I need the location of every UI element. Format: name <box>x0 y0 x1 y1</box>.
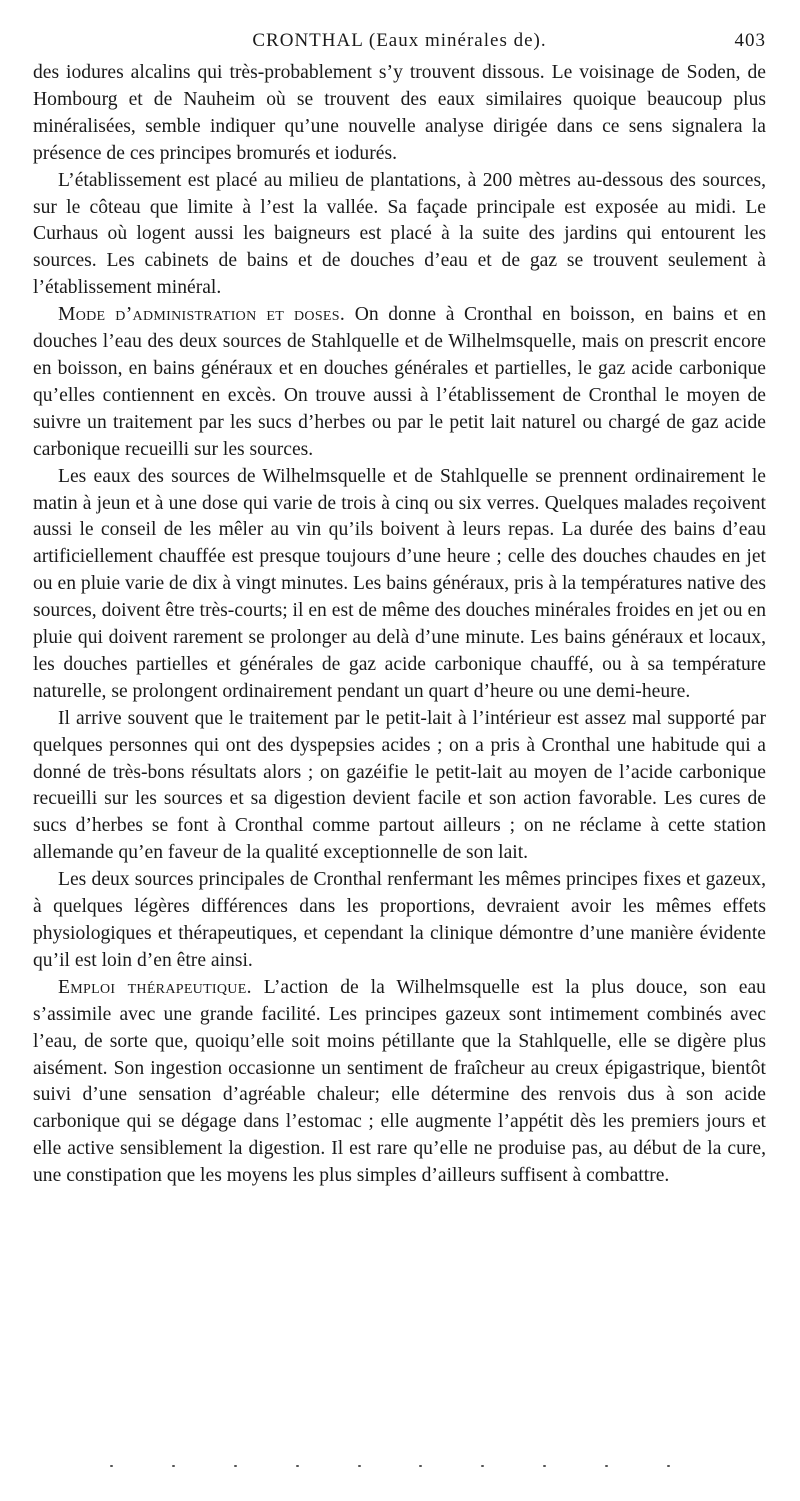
paragraph-etablissement <box>33 168 766 303</box>
scan-speck <box>172 1465 175 1467</box>
paragraph-petit-lait <box>33 706 766 867</box>
scan-speck <box>296 1465 299 1467</box>
paragraph-mode-administration <box>33 302 766 463</box>
scan-speck <box>419 1465 422 1467</box>
paragraph-continuation <box>33 60 766 168</box>
paragraph-text: On donne à Cronthal en boisson, en bains et en douches l’eau des deux sources de Stahlquelle et de Wilhelmsquelle, mais on prescrit encore en boisson, en bains généraux et en douches générales et partielles, le gaz acide carbonique qu’elles contiennent en excès. On trouve aussi à l’établissement de Cronthal le moyen de suivre un traitement par les sucs d’herbes ou par le petit lait naturel ou chargé de gaz acide carbonique recueilli sur les sources. <box>33 304 766 460</box>
paragraph-text: des iodures alcalins qui très-probablement s’y trouvent dissous. Le voisinage de Soden, de Hombourg et de Nauheim où se trouvent des eaux similaires quoique beaucoup plus minéralisées, semble indiquer qu’une nouvelle analyse dirigée dans ce sens signalera la présence de ces principes bromurés et iodurés. <box>33 62 766 164</box>
scan-speck <box>110 1465 113 1467</box>
paragraph-emploi-therapeutique <box>33 975 766 1190</box>
paragraph-text: L’action de la Wilhelmsquelle est la plus douce, son eau s’assimile avec une grande facilité. Les principes gazeux sont intimement combinés avec l’eau, de sorte que, quoiqu’elle soit moins pétillante que la Stahlquelle, elle se digère plus aisément. Son ingestion occasionne un sentiment de fraîcheur au creux épigastrique, bientôt suivi d’une sensation d’agréable chaleur; elle détermine des renvois dus à son acide carbonique qui se dégage dans l’estomac ; elle augmente l’appétit dès les premiers jours et elle active sensiblement la digestion. Il est rare qu’elle ne produise pas, au début de la cure, une constipation que les moyens les plus simples d’ailleurs suffisent à combattre. <box>33 976 766 1187</box>
scan-speck <box>234 1465 237 1467</box>
scan-speck <box>667 1465 670 1467</box>
scan-noise-marks <box>110 1463 670 1469</box>
section-lead-heading: Emploi thérapeutique. <box>58 976 252 998</box>
paragraph-text: L’établissement est placé au milieu de plantations, à 200 mètres au-dessous des sources, sur le côteau que limite à l’est la vallée. Sa façade principale est exposée au midi. Le Curhaus où logent aussi les baigneurs est placé à la suite des jardins qui entourent les sources. Les cabinets de bains et de douches d’eau et de gaz se trouvent seulement à l’établissement minéral. <box>33 169 766 299</box>
scan-speck <box>543 1465 546 1467</box>
scan-speck <box>481 1465 484 1467</box>
paragraph-text: Il arrive souvent que le traitement par le petit-lait à l’intérieur est assez mal supporté par quelques personnes qui ont des dyspepsies acides ; on a pris à Cronthal une habitude qui a donné de très-bons résultats alors ; on gazéifie le petit-lait au moyen de l’acide carbonique recueilli sur les sources et sa digestion devient facile et son action favorable. Les cures de sucs d’herbes se font à Cronthal comme partout ailleurs ; on ne réclame à cette station allemande qu’en faveur de la qualité exceptionnelle de son lait. <box>33 707 766 864</box>
paragraph-deux-sources <box>33 867 766 975</box>
running-header <box>33 28 766 60</box>
paragraph-doses <box>33 464 766 706</box>
scan-speck <box>605 1465 608 1467</box>
document-page <box>33 28 766 1190</box>
paragraph-text: Les eaux des sources de Wilhelmsquelle et de Stahlquelle se prennent ordinairement le matin à jeun et à une dose qui varie de trois à cinq ou six verres. Quelques malades reçoivent aussi le conseil de les mêler au vin qu’ils boivent à leurs repas. La durée des bains d’eau artificiellement chauffée est presque toujours d’une heure ; celle des douches chaudes en jet ou en pluie varie de dix à vingt minutes. Les bains généraux, pris à la températures native des sources, doivent être très-courts; il en est de même des douches minérales froides en jet ou en pluie qui doivent rarement se prolonger au delà d’une minute. Les bains généraux et locaux, les douches partielles et générales de gaz acide carbonique chauffé, ou à sa température naturelle, se prolongent ordinairement pendant un quart d’heure ou une demi-heure. <box>33 465 766 702</box>
page-number: 403 <box>734 30 766 51</box>
body-text <box>33 60 766 1190</box>
running-title: CRONTHAL (Eaux minérales de). <box>252 30 547 51</box>
scan-speck <box>358 1465 361 1467</box>
paragraph-text: Les deux sources principales de Cronthal renfermant les mêmes principes fixes et gazeux, à quelques légères différences dans les proportions, devraient avoir les mêmes effets physiologiques et thérapeutiques, et cependant la clinique démontre d’une manière évidente qu’il est loin d’en être ainsi. <box>33 869 766 971</box>
section-lead-heading: Mode d’administration et doses. <box>58 304 346 326</box>
